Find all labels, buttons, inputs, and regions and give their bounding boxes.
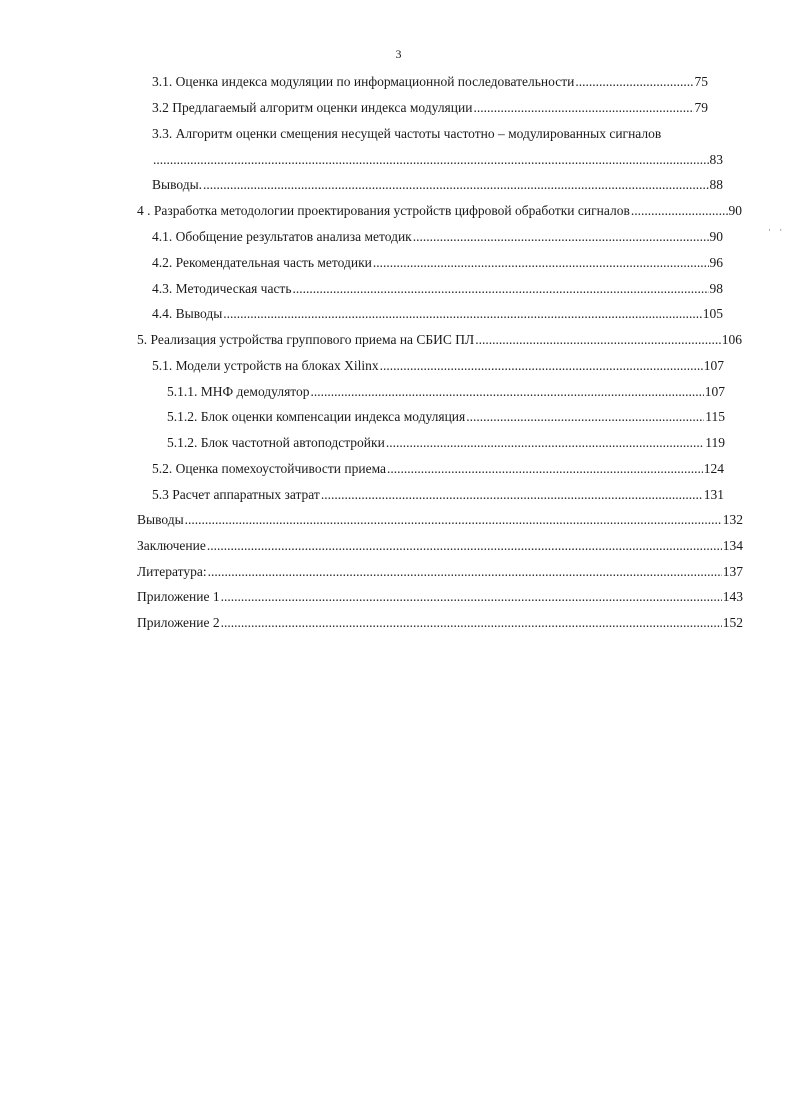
toc-entry-3-2[interactable]: [152, 99, 708, 117]
toc-entry-label: Приложение 1: [137, 589, 220, 604]
toc-entry-label: 4.2. Рекомендательная часть методики: [152, 255, 372, 270]
toc-entry-appendix-2[interactable]: [137, 614, 743, 632]
dot-leader: [386, 434, 704, 452]
toc-entry-page: 105: [702, 306, 723, 321]
toc-entry-label: 4 . Разработка методологии проектирования устройств цифровой обработки сигналов: [137, 203, 630, 218]
page-number: 3: [395, 47, 402, 61]
toc-entry-page: 137: [722, 564, 743, 579]
toc-entry-5-1-2-modulation[interactable]: [167, 408, 725, 426]
toc-entry-4-1[interactable]: [152, 228, 723, 246]
toc-entry-3-1[interactable]: [152, 73, 708, 91]
toc-entry-label: Приложение 2: [137, 615, 220, 630]
dot-leader: [207, 537, 722, 555]
toc-entry-conclusions[interactable]: [137, 511, 743, 529]
toc-entry-4-3[interactable]: [152, 280, 723, 298]
toc-entry-summary[interactable]: [137, 537, 743, 555]
toc-entry-page: 152: [722, 615, 743, 630]
toc-entry-page: 132: [722, 512, 743, 527]
toc-entry-5-2[interactable]: [152, 460, 724, 478]
dot-leader: [413, 228, 709, 246]
toc-entry-page: 107: [703, 358, 724, 373]
scan-artifact: · ·: [768, 225, 786, 235]
toc-entry-page: 115: [705, 409, 725, 424]
toc-entry-appendix-1[interactable]: [137, 588, 743, 606]
toc-entry-page: 90: [709, 229, 723, 244]
toc-entry-label: 5.1.2. Блок частотной автоподстройки: [167, 435, 385, 450]
dot-leader: [311, 383, 704, 401]
toc-entry-4-2[interactable]: [152, 254, 723, 272]
toc-entry-label: 4.4. Выводы: [152, 306, 223, 321]
toc-entry-3-conclusions[interactable]: [152, 176, 723, 194]
dot-leader: [321, 486, 703, 504]
toc-entry-page: 75: [694, 74, 708, 89]
toc-entry-label: 4.3. Методическая часть: [152, 281, 292, 296]
dot-leader: [185, 511, 722, 529]
toc-entry-4-4[interactable]: [152, 305, 723, 323]
toc-entry-3-3-line1[interactable]: 3.3. Алгоритм оценки смещения несущей частоты частотно – модулированных сигналов: [152, 126, 662, 141]
toc-entry-page: 134: [722, 538, 743, 553]
toc-entry-5-1-1[interactable]: [167, 383, 725, 401]
dot-leader: [475, 331, 721, 349]
toc-entry-label: 4.1. Обобщение результатов анализа методик: [152, 229, 412, 244]
toc-entry-5-1-2-afc[interactable]: [167, 434, 725, 452]
toc-entry-label: 5.1.1. МНФ демодулятор: [167, 384, 310, 399]
toc-entry-label: 5.1.2. Блок оценки компенсации индекса модуляция: [167, 409, 466, 424]
toc-entry-label: 3.1. Оценка индекса модуляции по информационной последовательности: [152, 74, 575, 89]
toc-entry-5[interactable]: [137, 331, 742, 349]
toc-entry-label: Литература:: [137, 564, 207, 579]
dot-leader: [153, 151, 709, 169]
toc-entry-label: 5.1. Модели устройств на блоках Xilinx: [152, 358, 379, 373]
dot-leader: [293, 280, 709, 298]
dot-leader: [223, 305, 701, 323]
dot-leader: [575, 73, 693, 91]
dot-leader: [221, 614, 722, 632]
toc-entry-page: 83: [709, 152, 723, 167]
toc-entry-page: 96: [709, 255, 723, 270]
toc-entry-page: 107: [704, 384, 725, 399]
dot-leader: [473, 99, 693, 117]
toc-entry-label: Заключение: [137, 538, 206, 553]
toc-entry-label: 5.3 Расчет аппаратных затрат: [152, 487, 320, 502]
toc-entry-page: 131: [703, 487, 724, 502]
toc-entry-literature[interactable]: [137, 563, 743, 581]
toc-entry-label: 5. Реализация устройства группового приема на СБИС ПЛ: [137, 332, 475, 347]
toc-entry-page: 98: [709, 281, 723, 296]
toc-entry-label: Выводы: [137, 512, 184, 527]
toc-entry-label: 5.2. Оценка помехоустойчивости приема: [152, 461, 387, 476]
dot-leader: [466, 408, 704, 426]
toc-entry-3-3-line2[interactable]: [152, 151, 723, 169]
toc-entry-5-3[interactable]: [152, 486, 724, 504]
toc-entry-label: 3.2 Предлагаемый алгоритм оценки индекса модуляции: [152, 100, 473, 115]
toc-entry-page: 90: [728, 203, 742, 218]
dot-leader: [203, 176, 708, 194]
toc-entry-5-1[interactable]: [152, 357, 724, 375]
toc-entry-page: 119: [705, 435, 725, 450]
toc-entry-page: 143: [722, 589, 743, 604]
dot-leader: [631, 202, 728, 220]
dot-leader: [221, 588, 722, 606]
toc-entry-page: 124: [703, 461, 724, 476]
dot-leader: [373, 254, 709, 272]
toc-entry-page: 106: [721, 332, 742, 347]
dot-leader: [387, 460, 703, 478]
dot-leader: [208, 563, 722, 581]
dot-leader: [380, 357, 703, 375]
toc-entry-page: 88: [709, 177, 723, 192]
toc-entry-4[interactable]: [137, 202, 742, 220]
toc-entry-page: 79: [694, 100, 708, 115]
toc-entry-label: Выводы.: [152, 177, 203, 192]
